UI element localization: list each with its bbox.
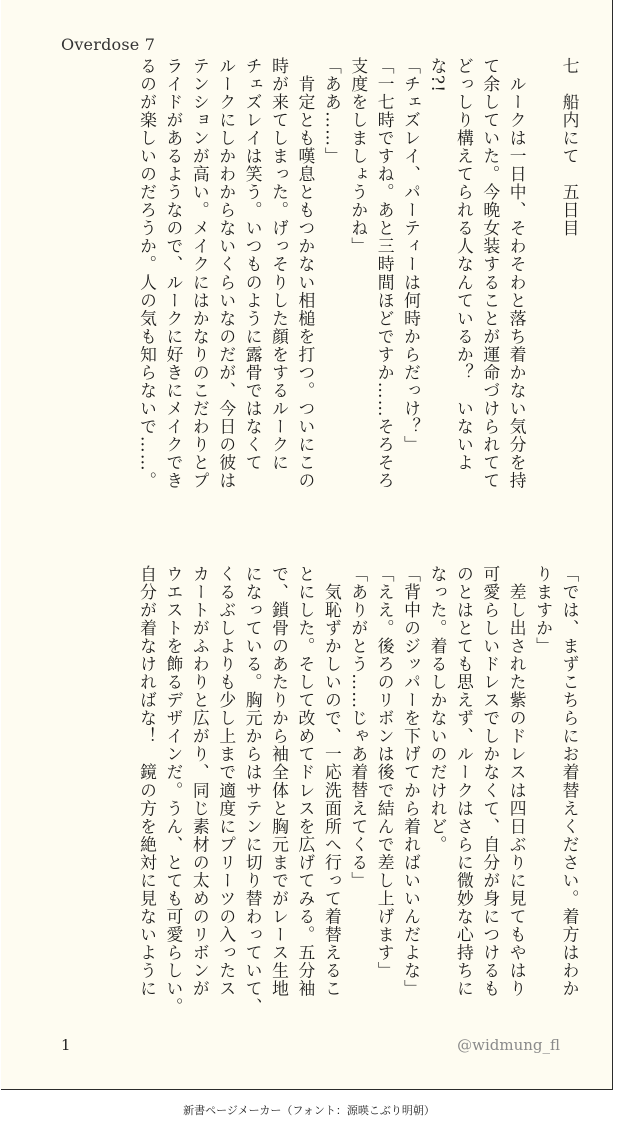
text-column-bottom: 「では、まずこちらにお着替えください。着方はわか りますか」 差し出された紫のドレスは四日ぶりに見てもやはり 可愛らしいドレスでしかなくて、自分が身につけるも のとはとても思えず、ルークはさらに微妙な心持ちに なった。着るしかないのだけれど。 「背中のジッパーを下げてから着ればいいんだよな」 「ええ。後ろのリボンは後で結んで差し上げます」 「ありがとう……じゃあ着替えてくる」 気恥ずかしいので、一応洗面所へ行って着替えるこ とにした。そして改めてドレスを広げてみる。五分袖 で、鎖骨のあたりから袖全体と胸元までがレース生地 になっている。胸元からはサテンに切り替わっていて、 くるぶしよりも少し上まで適度にプリーツの入ったス カートがふわりと広がり、同じ素材の太めのリボンが ウエストを飾るデザインだ。うん、とても可愛らしい。 自分が着なければな！ 鏡の方を絶対に見ないように <box>137 565 580 1016</box>
footer-caption: 新書ページメーカー（フォント：源暎こぶり明朝） <box>183 1104 435 1117</box>
page-number: 1 <box>61 1036 71 1054</box>
author-credit: @widmung_fl <box>457 1036 560 1054</box>
text-column-top: 七 船内にて 五日目 ルークは一日中、そわそわと落ち着かない気分を持 て余していた。今晩女装することが運命づけられてて どっしり構えてられる人なんているか？ いないよ な?! 「チェズレイ、パーティーは何時からだっけ？」 「一七時ですね。あと三時間ほどですか……そろそろ 支度をしましょうかね」 「ああ……」 肯定とも嘆息ともつかない相槌を打つ。ついにこの 時が来てしまった。げっそりした顔をするルークに チェズレイは笑う。いつものように露骨ではなくて ルークにしかわからないくらいなのだが、今日の彼は テンションが高い。メイクにはかなりのこだわりとプ ライドがあるようなので、ルークに好きにメイクでき るのが楽しいのだろうか。人の気も知らないで……。 <box>137 57 580 490</box>
book-page <box>1 0 613 1090</box>
header-title: Overdose 7 <box>61 35 156 54</box>
